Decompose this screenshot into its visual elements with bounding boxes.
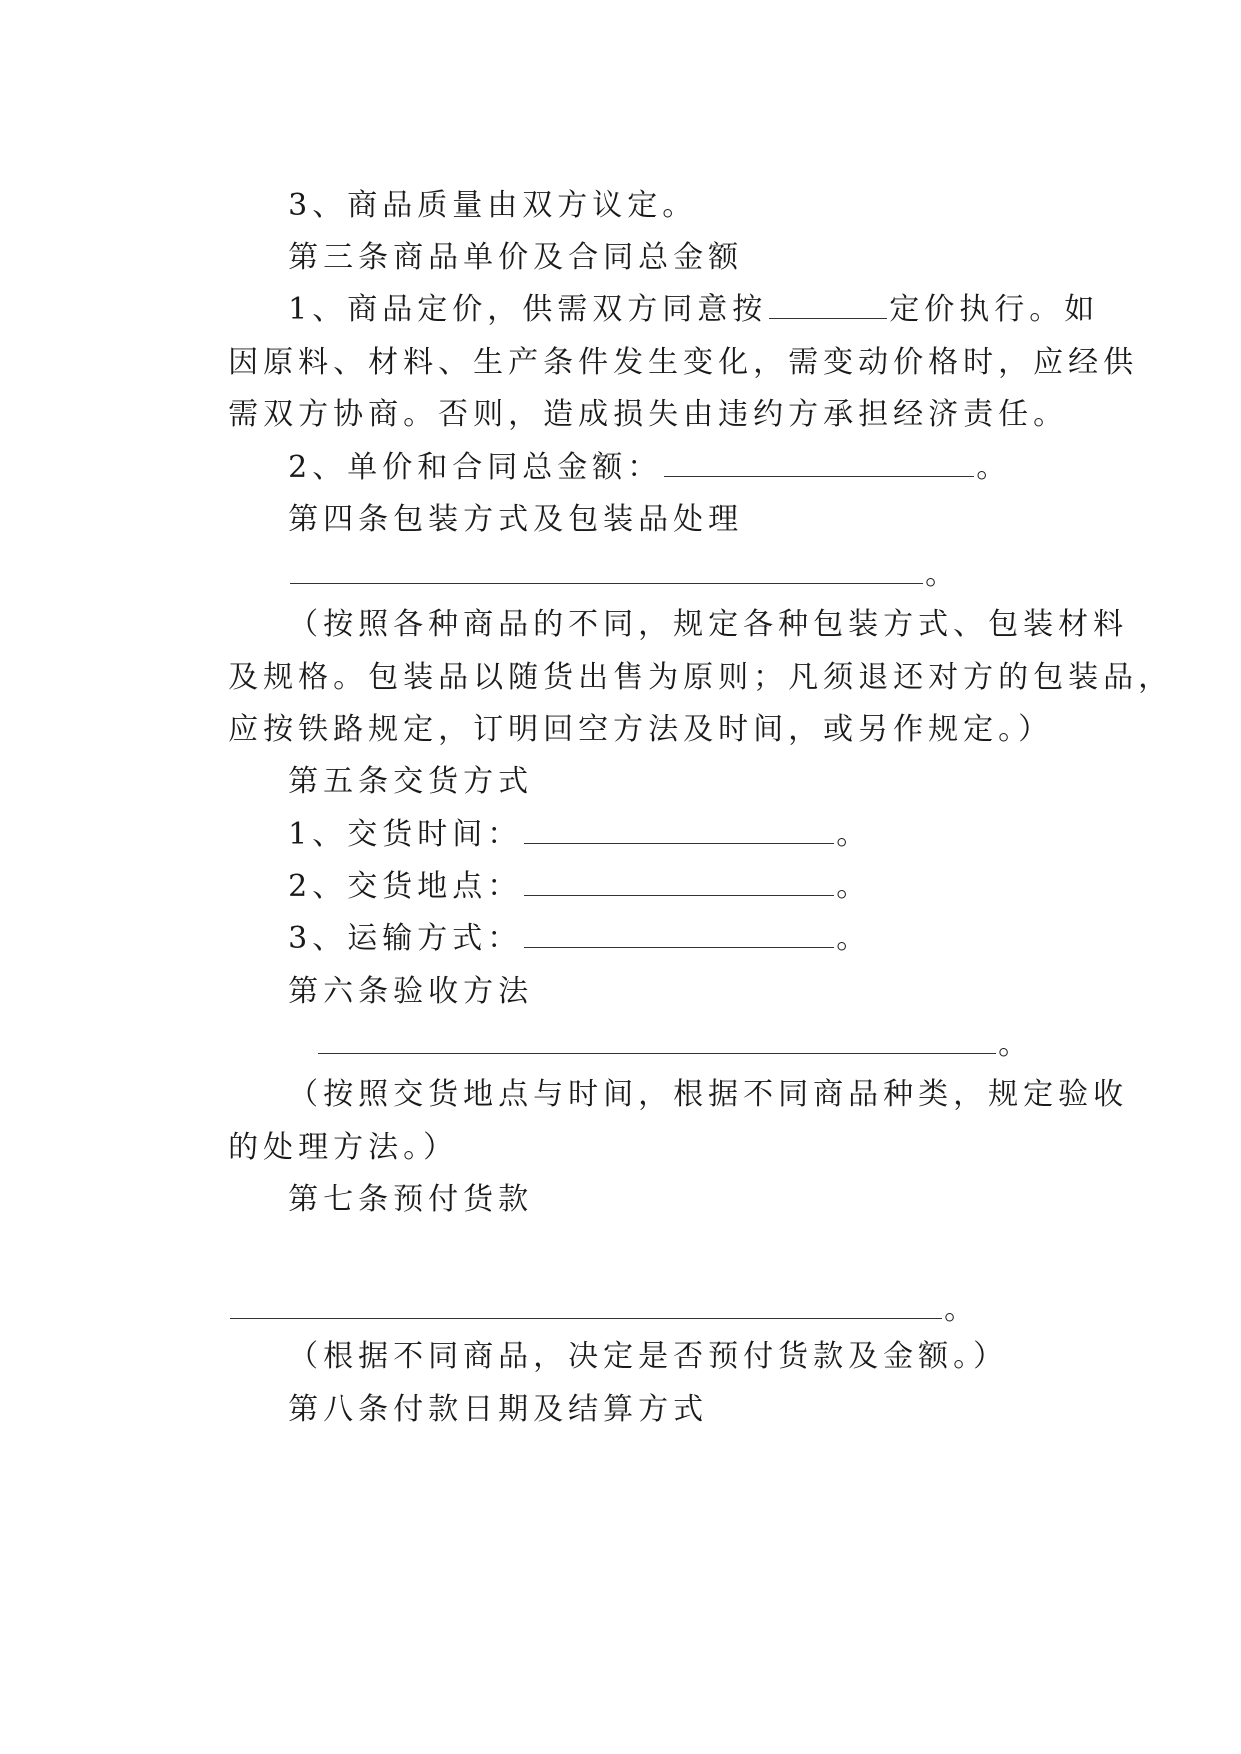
text: 第四条包装方式及包装品处理 xyxy=(288,502,744,537)
text: 。 xyxy=(998,1027,1034,1062)
article-8-heading xyxy=(230,1350,708,1470)
text: 3、商品质量由双方议定。 xyxy=(288,188,698,223)
text: （根据不同商品，决定是否预付货款及金额。） xyxy=(288,1339,1009,1374)
text: 。 xyxy=(836,921,872,956)
text: 。 xyxy=(944,1292,980,1327)
text: 第三条商品单价及合同总金额 xyxy=(288,240,744,275)
text: 第六条验收方法 xyxy=(288,974,534,1009)
text: 第七条预付货款 xyxy=(288,1182,534,1217)
text: 。 xyxy=(836,817,872,852)
text: 3、运输方式： xyxy=(288,921,523,956)
text: 1、商品定价，供需双方同意按 xyxy=(288,292,768,327)
text: 及规格。包装品以随货出售为原则；凡须退还对方的包装品， xyxy=(228,660,1174,695)
text: 2、交货地点： xyxy=(288,869,523,904)
text: 2、单价和合同总金额： xyxy=(288,450,663,485)
article-7-heading xyxy=(230,1140,533,1260)
text: 的处理方法。） xyxy=(228,1130,459,1165)
fill-blank-transport[interactable] xyxy=(524,921,834,948)
text: 第八条付款日期及结算方式 xyxy=(288,1392,709,1427)
text: 。 xyxy=(836,869,872,904)
text: 1、交货时间： xyxy=(288,817,523,852)
text: 。 xyxy=(976,450,1012,485)
text: 。 xyxy=(925,557,961,592)
text: （按照交货地点与时间，根据不同商品种类，规定验收 xyxy=(288,1077,1129,1112)
text: 定价执行。如 xyxy=(889,292,1100,327)
text: 因原料、材料、生产条件发生变化，需变动价格时，应经供 xyxy=(228,345,1139,380)
text: 应按铁路规定，订明回空方法及时间，或另作规定。） xyxy=(228,712,1054,747)
text: 需双方协商。否则，造成损失由违约方承担经济责任。 xyxy=(228,397,1069,432)
text: 第五条交货方式 xyxy=(288,764,534,799)
text: （按照各种商品的不同，规定各种包装方式、包装材料 xyxy=(288,607,1129,642)
